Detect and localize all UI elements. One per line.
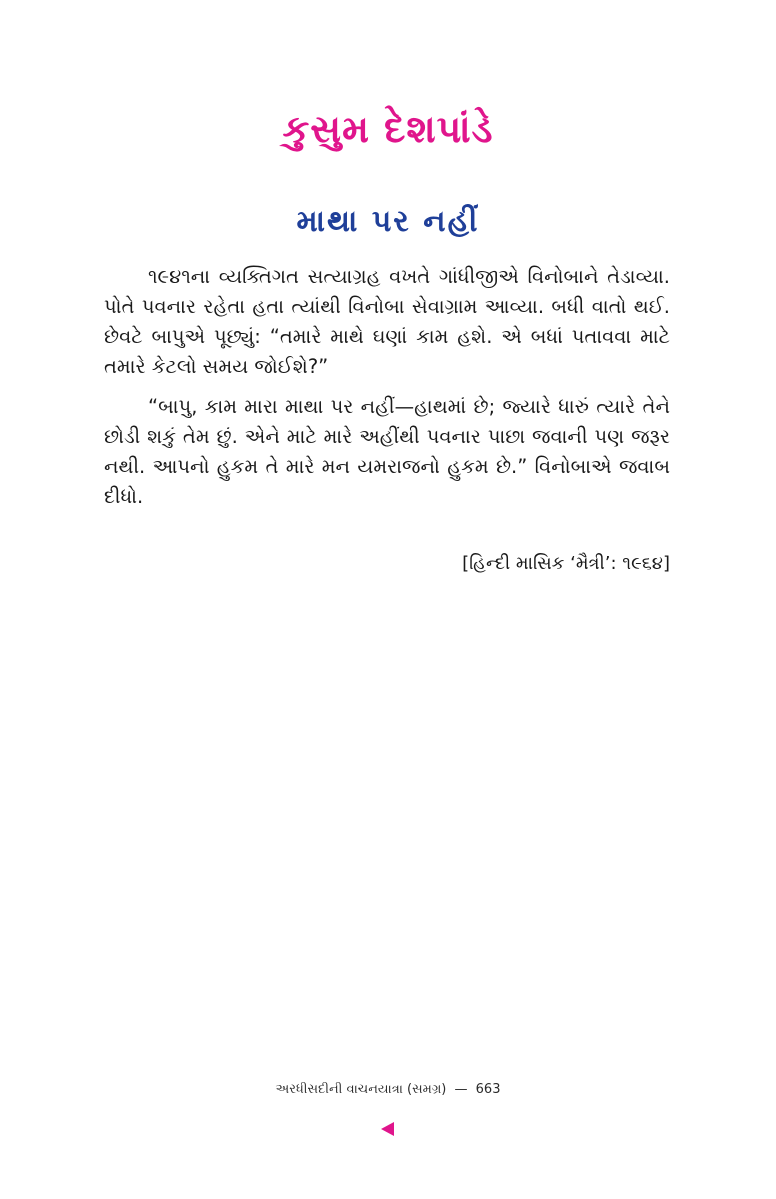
previous-page-icon[interactable] <box>381 1122 394 1136</box>
source-citation: [હિન્દી માસિક ‘મૈત્રી’: ૧૯૬૪] <box>462 553 670 574</box>
story-body <box>104 262 670 522</box>
footer-separator: — <box>454 1082 468 1097</box>
story-title: માથા પર નહીં <box>296 204 480 239</box>
paragraph: “બાપુ, કામ મારા માથા પર નહીં—હાથમાં છે; જ્યારે ધારું ત્યારે તેને છોડી શકું તેમ છું. એને માટે મારે અહીંથી પવનાર પાછા જવાની પણ જરૂર નથી. આપનો હુકમ તે મારે મન યમરાજનો હુકમ છે.” વિનોબાએ જવાબ દીધો. <box>104 395 670 508</box>
page-number: 663 <box>475 1082 501 1097</box>
page-footer <box>0 1080 776 1100</box>
book-title: અરધીસદીની વાચનયાત્રા (સમગ્ર) <box>275 1082 447 1097</box>
author-name: કુસુમ દેશપાંડે <box>282 107 494 151</box>
paragraph: ૧૯૪૧ના વ્યક્તિગત સત્યાગ્રહ વખતે ગાંધીજીએ વિનોબાને તેડાવ્યા. પોતે પવનાર રહેતા હતા ત્યાંથી વિનોબા સેવાગ્રામ આવ્યા. બધી વાતો થઈ. છેવટે બાપુએ પૂછ્યું: “તમારે માથે ઘણાં કામ હશે. એ બધાં પતાવવા માટે તમારે કેટલો સમય જોઈશે?” <box>104 265 670 378</box>
